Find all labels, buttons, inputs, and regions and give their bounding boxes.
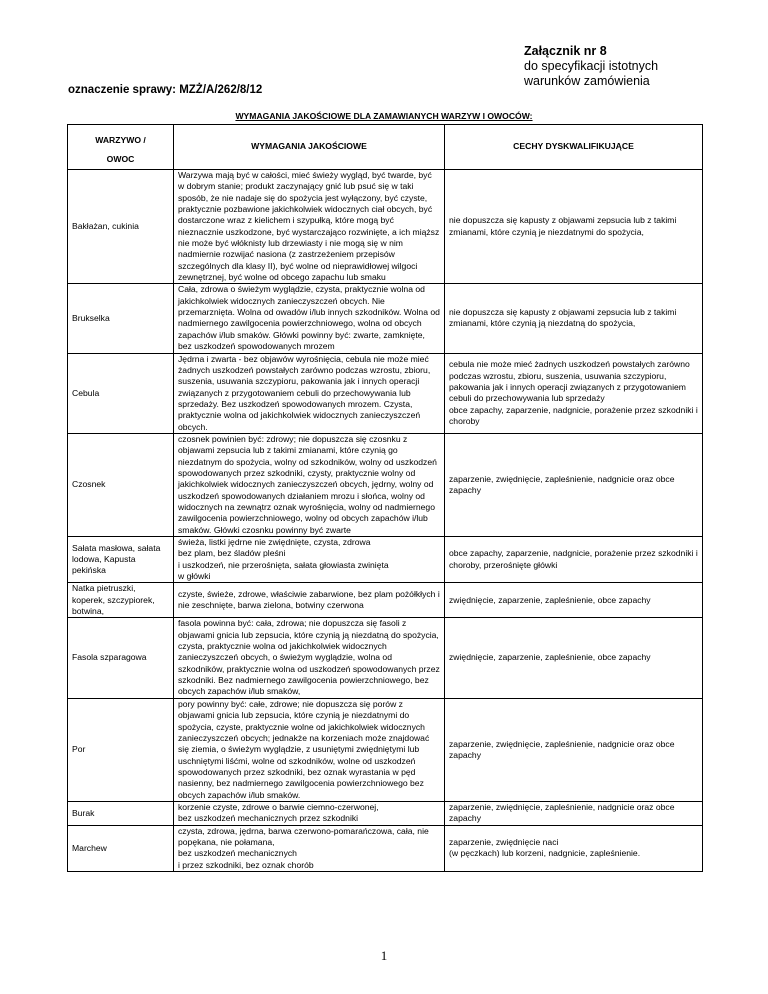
- cell-vegetable-name: Natka pietruszki, koperek, szczypiorek, botwina,: [68, 583, 174, 618]
- cell-requirements: korzenie czyste, zdrowe o barwie ciemno-czerwonej, bez uszkodzeń mechanicznych przez szkodniki: [174, 801, 445, 825]
- case-reference: oznaczenie sprawy: MZŻ/A/262/8/12: [68, 84, 263, 96]
- cell-disqualifying: nie dopuszcza się kapusty z objawami zepsucia lub z takimi zmianami, które czynią je niezdatnymi do spożycia,: [445, 170, 703, 284]
- cell-requirements: czyste, świeże, zdrowe, właściwie zabarwione, bez plam pożółkłych i nie zeschnięte, barwa zielona, botwiny czerwona: [174, 583, 445, 618]
- cell-vegetable-name: Fasola szparagowa: [68, 618, 174, 698]
- cell-requirements: pory powinny być: całe, zdrowe; nie dopuszcza się porów z objawami gnicia lub zepsucia, które czynią je niezdatnymi do spożycia, czyste, praktycznie wolne od jakichkolwiek widocznych zanieczyszczeń obcych; jednakże na korzeniach może znajdować się ziemia, o świeżym wyglądzie, z usuniętymi zwiędniętymi lub uschniętymi liśćmi, wolne od szkodników, wolne od uszkodzeń spowodowanych przez szkodniki, bez oznak wyrastania w pęd nasienny, bez nadmiernego zawilgocenia powierzchniowego bez obcych zapachów i/lub smaków.: [174, 698, 445, 801]
- cell-requirements: Cała, zdrowa o świeżym wyglądzie, czysta, praktycznie wolna od jakichkolwiek widocznych zanieczyszczeń obcych. Nie przemarznięta. Wolna od owadów i/lub innych szkodników. Wolna od nadmiernego zawilgocenia powierzchniowego, wolna od obcych zapachów i/lub smaków. Główki powinny być: zwarte, zamknięte, bez uszkodzeń spowodowanych mrozem: [174, 284, 445, 353]
- cell-vegetable-name: Burak: [68, 801, 174, 825]
- cell-disqualifying: obce zapachy, zaparzenie, nadgnicie, porażenie przez szkodniki i choroby, przerośnięte główki: [445, 537, 703, 583]
- cell-disqualifying: zwiędnięcie, zaparzenie, zapleśnienie, obce zapachy: [445, 583, 703, 618]
- table-row: [68, 698, 703, 801]
- cell-vegetable-name: Por: [68, 698, 174, 801]
- table-body: [68, 170, 703, 872]
- cell-requirements: czosnek powinien być: zdrowy; nie dopuszcza się czosnku z objawami zepsucia lub z takimi zmianami, które czynią go niezdatnym do spożycia, wolny od szkodników, wolny od uszkodzeń spowodowanych przez szkodniki, czysty, praktycznie wolny od jakichkolwiek widocznych zanieczyszczeń obcych, jędrny, wolny od uszkodzeń spowodowanych działaniem mrozu i słońca, wolny od widocznych na zewnątrz oznak wyrośnięcia, wolny od nadmiernego zawilgocenia powierzchniowego, wolny od obcych zapachów i/lub smaków. Główki czosnku powinny być zwarte: [174, 433, 445, 536]
- table-header-row: [68, 125, 703, 170]
- cell-disqualifying: zaparzenie, zwiędnięcie naci (w pęczkach) lub korzeni, nadgnicie, zapleśnienie.: [445, 825, 703, 871]
- cell-vegetable-name: Brukselka: [68, 284, 174, 353]
- table-row: [68, 170, 703, 284]
- cell-vegetable-name: Sałata masłowa, sałata lodowa, Kapusta pekińska: [68, 537, 174, 583]
- table-row: [68, 353, 703, 433]
- document-title: WYMAGANIA JAKOŚCIOWE DLA ZAMAWIANYCH WARZYW I OWOCÓW:: [235, 111, 533, 121]
- table-row: [68, 825, 703, 871]
- cell-requirements: czysta, zdrowa, jędrna, barwa czerwono-pomarańczowa, cała, nie popękana, nie połamana, bez uszkodzeń mechanicznych i przez szkodniki, bez oznak chorób: [174, 825, 445, 871]
- table-row: [68, 618, 703, 698]
- cell-vegetable-name: Marchew: [68, 825, 174, 871]
- cell-vegetable-name: Czosnek: [68, 433, 174, 536]
- attachment-header: [524, 44, 658, 89]
- cell-requirements: fasola powinna być: cała, zdrowa; nie dopuszcza się fasoli z objawami gnicia lub zepsucia, które czynią ją niezdatną do spożycia, czysta, praktycznie wolna od jakichkolwiek widocznych zanieczyszczeń obcych, o świeżym wyglądzie, wolna od szkodników, praktycznie wolna od uszkodzeń spowodowanych przez szkodniki. Bez nadmiernego zawilgocenia powierzchniowego, bez obcych zapachów i/lub smaków,: [174, 618, 445, 698]
- table-row: [68, 801, 703, 825]
- header-disqualifying: CECHY DYSKWALIFIKUJĄCE: [445, 125, 703, 170]
- header-requirements: WYMAGANIA JAKOŚCIOWE: [174, 125, 445, 170]
- cell-disqualifying: zaparzenie, zwiędnięcie, zapleśnienie, nadgnicie oraz obce zapachy: [445, 698, 703, 801]
- table-row: [68, 583, 703, 618]
- cell-requirements: świeża, listki jędrne nie zwiędnięte, czysta, zdrowa bez plam, bez śladów pleśni i uszkodzeń, nie przerośnięta, sałata głowiasta zwinięta w główki: [174, 537, 445, 583]
- cell-vegetable-name: Cebula: [68, 353, 174, 433]
- requirements-table: [67, 124, 703, 872]
- table-row: [68, 433, 703, 536]
- attachment-line1: do specyfikacji istotnych: [524, 59, 659, 73]
- cell-vegetable-name: Bakłażan, cukinia: [68, 170, 174, 284]
- cell-disqualifying: cebula nie może mieć żadnych uszkodzeń powstałych zarówno podczas wzrostu, zbioru, suszenia, usuwania szczypioru, pakowania jak i innych operacji związanych z przygotowaniem cebuli do przechowywania lub sprzedaży obce zapachy, zaparzenie, nadgnicie, porażenie przez szkodniki i choroby: [445, 353, 703, 433]
- attachment-line2: warunków zamówienia: [524, 74, 650, 88]
- attachment-title: Załącznik nr 8: [524, 44, 607, 58]
- page-number: 1: [380, 948, 388, 963]
- cell-requirements: Warzywa mają być w całości, mieć świeży wygląd, być twarde, być w dobrym stanie; produkt zaczynający gnić lub psuć się w taki sposób, że nie nadaje się do spożycia jest wyłączony, być czyste, praktycznie pozbawione jakichkolwiek widocznych ciał obcych, być dostarczone wraz z kielichem i szypułką, które mogą być nieznacznie uszkodzone, być wystarczająco rozwinięte, a ich miąższ nie może być włóknisty lub drzewiasty i nie mogą się w nim nadmiernie rozwijać nasiona (z zastrzeżeniem przepisów szczególnych dla klasy II), być wolne od nieprawidłowej wilgoci zewnętrznej, być wolne od obcego zapachu lub smaku: [174, 170, 445, 284]
- table-row: [68, 537, 703, 583]
- cell-disqualifying: zwiędnięcie, zaparzenie, zapleśnienie, obce zapachy: [445, 618, 703, 698]
- header-vegetable: WARZYWO / OWOC: [68, 125, 174, 170]
- cell-requirements: Jędrna i zwarta - bez objawów wyrośnięcia, cebula nie może mieć żadnych uszkodzeń powstałych zarówno podczas wzrostu, zbioru, suszenia, usuwania szczypioru, pakowania jak i innych operacji związanych z przygotowaniem cebuli do przechowywania lub sprzedaży. Bez uszkodzeń spowodowanych mrozem. Czysta, praktycznie wolna od jakichkolwiek widocznych zanieczyszczeń obcych.: [174, 353, 445, 433]
- cell-disqualifying: nie dopuszcza się kapusty z objawami zepsucia lub z takimi zmianami, które czynią ją niezdatną do spożycia,: [445, 284, 703, 353]
- cell-disqualifying: zaparzenie, zwiędnięcie, zapleśnienie, nadgnicie oraz obce zapachy: [445, 433, 703, 536]
- table-row: [68, 284, 703, 353]
- cell-disqualifying: zaparzenie, zwiędnięcie, zapleśnienie, nadgnicie oraz obce zapachy: [445, 801, 703, 825]
